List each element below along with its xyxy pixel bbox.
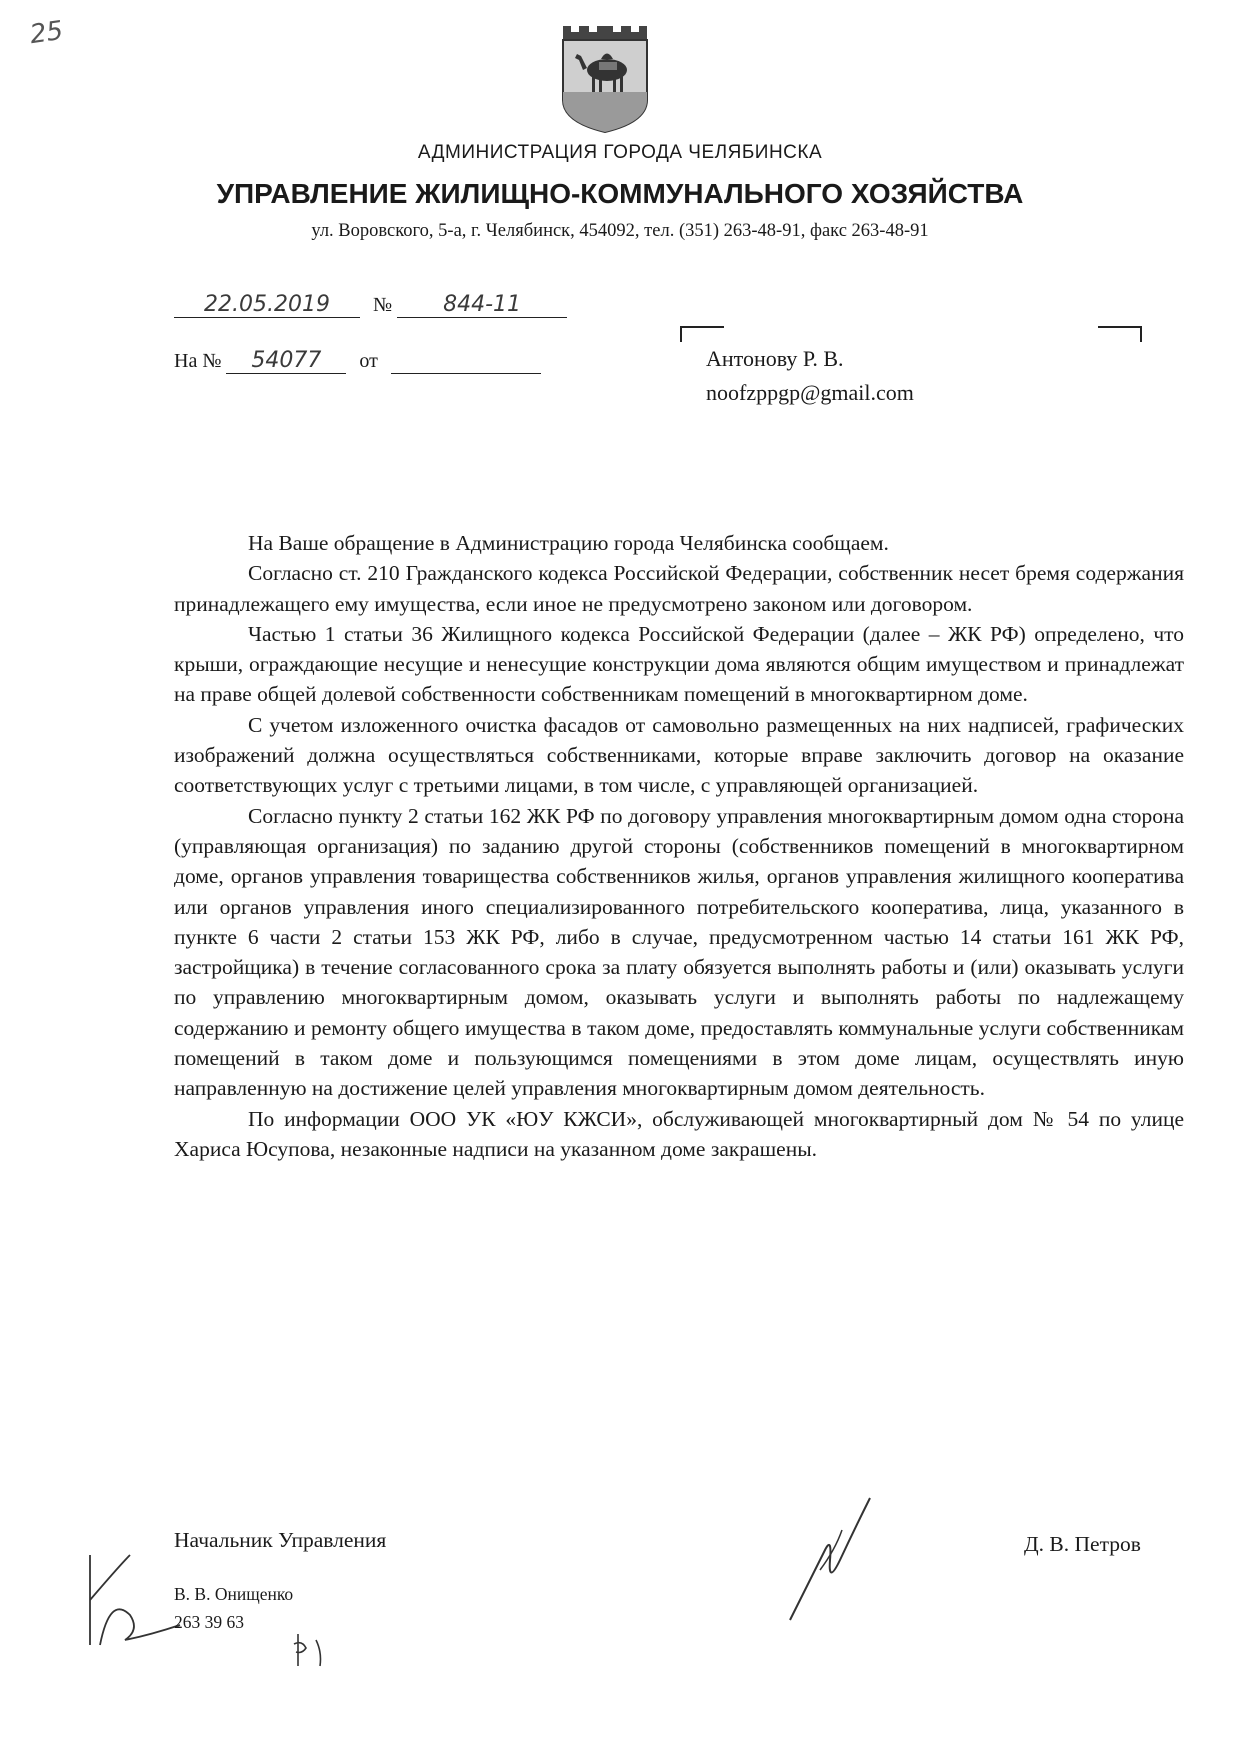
archive-page-mark: 25 (28, 15, 66, 51)
from-label: от (359, 350, 378, 372)
outgoing-number: 844-11 (397, 292, 567, 318)
incoming-reference (174, 348, 541, 374)
recipient-email: noofzppgp@gmail.com (706, 380, 914, 405)
executor-phone: 263 39 63 (174, 1612, 244, 1632)
executor-block (174, 1580, 293, 1636)
body-paragraph: На Ваше обращение в Администрацию города Челябинска сообщаем. (248, 531, 889, 555)
letter-body (174, 528, 1184, 1164)
signatory-title: Начальник Управления (174, 1528, 387, 1552)
handwritten-note-mark (290, 1630, 340, 1670)
number-label: № (373, 294, 393, 316)
body-paragraph: Согласно ст. 210 Гражданского кодекса Российской Федерации, собственник несет бремя содержания принадлежащего ему имущества, если иное не предусмотрено законом или договором. (174, 561, 1184, 616)
outgoing-reference (174, 292, 567, 318)
body-paragraph: Частью 1 статьи 36 Жилищного кодекса Российской Федерации (далее – ЖК РФ) определено, что крыши, ограждающие несущие и ненесущие конструкции дома являются общим имуществом и принадлежат на праве общей долевой собственности собственникам помещений в многоквартирном доме. (174, 621, 1184, 707)
body-paragraph: С учетом изложенного очистка фасадов от самовольно размещенных на них надписей, графических изображений должна осуществляться собственниками, которые вправе заключить договор на оказание соответствующих услуг с третьими лицами, в том числе, с управляющей организацией. (174, 712, 1184, 798)
department-title: УПРАВЛЕНИЕ ЖИЛИЩНО-КОММУНАЛЬНОГО ХОЗЯЙСТВА (216, 178, 1024, 209)
department-address: ул. Воровского, 5-а, г. Челябинск, 454092, тел. (351) 263-48-91, факс 263-48-91 (311, 221, 929, 241)
signatory-name: Д. В. Петров (1024, 1532, 1141, 1556)
recipient-block (706, 342, 914, 410)
administration-name: АДМИНИСТРАЦИЯ ГОРОДА ЧЕЛЯБИНСКА (417, 142, 823, 163)
address-bracket-left (680, 326, 724, 342)
body-paragraph: Согласно пункту 2 статьи 162 ЖК РФ по договору управления многоквартирным домом одна сторона (управляющая организация) по заданию другой стороны (собственников помещений в многоквартирном доме, органов управления товарищества собственников жилья, органов управления жилищного кооператива или органов управления иного специализированного потребительского кооператива, лица, указанного в пункте 6 части 2 статьи 153 ЖК РФ, либо в случае, предусмотренном частью 14 статьи 161 ЖК РФ, застройщика) в течение согласованного срока за плату обязуется выполнять работы и (или) оказывать услуги по управлению многоквартирным домом, оказывать услуги и выполнять работы по надлежащему содержанию и ремонту общего имущества в таком доме, предоставлять коммунальные услуги собственникам помещений в таком доме и пользующимся помещениями в этом доме лицам, осуществлять иную направленную на достижение целей управления многоквартирным домом деятельность. (174, 803, 1184, 1101)
in-reply-label: На № (174, 350, 222, 372)
executor-initials-mark (70, 1545, 190, 1655)
body-paragraph: По информации ООО УК «ЮУ КЖСИ», обслуживающей многоквартирный дом № 54 по улице Хариса Юсупова, незаконные надписи на указанном доме закрашены. (174, 1106, 1184, 1161)
handwritten-signature (780, 1490, 880, 1630)
outgoing-date: 22.05.2019 (174, 292, 360, 318)
address-bracket-right (1098, 326, 1142, 342)
recipient-name: Антонову Р. В. (706, 346, 844, 371)
executor-name: В. В. Онищенко (174, 1584, 294, 1604)
chelyabinsk-coat-of-arms-icon (555, 18, 655, 136)
from-date-field (391, 350, 541, 374)
in-reply-number: 54077 (226, 348, 346, 374)
